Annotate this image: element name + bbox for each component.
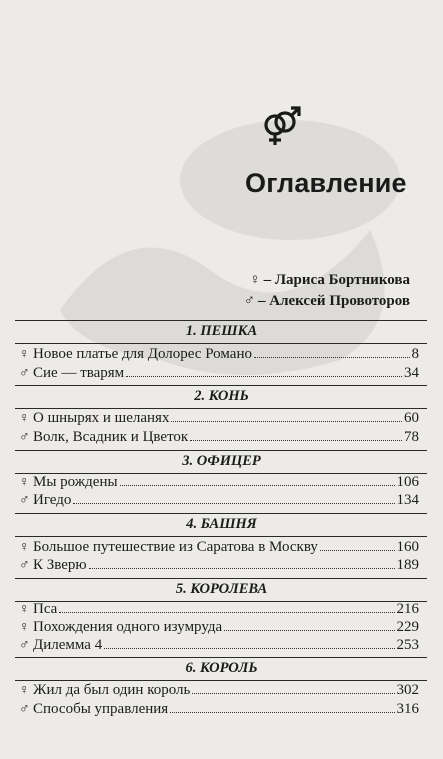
page-title: Оглавление <box>245 168 407 198</box>
dot-leader <box>104 648 394 649</box>
section-divider <box>15 320 427 321</box>
entry-title: К Зверю <box>33 557 87 573</box>
toc-entry[interactable] <box>19 410 419 427</box>
entry-title: Пса <box>33 601 58 617</box>
male-symbol-icon: ♂ <box>19 558 30 573</box>
page-number: 189 <box>396 557 419 573</box>
page-number: 316 <box>396 701 419 717</box>
toc-entry[interactable] <box>19 601 419 618</box>
toc-entry[interactable] <box>19 429 419 446</box>
male-symbol-icon: ♂ <box>19 493 30 508</box>
section-divider <box>15 680 427 681</box>
toc-entry[interactable] <box>19 619 419 636</box>
toc-entry[interactable] <box>19 637 419 654</box>
section-heading: 2. КОНЬ <box>194 388 249 404</box>
female-symbol-icon: ♀ <box>19 620 30 635</box>
section-heading: 3. ОФИЦЕР <box>182 453 261 469</box>
female-symbol-icon: ♀ <box>19 475 30 490</box>
entry-title: Жил да был один король <box>33 682 191 698</box>
author-row <box>244 291 410 312</box>
section-divider <box>15 578 427 579</box>
entry-title: Игедо <box>33 492 72 508</box>
toc-entry[interactable] <box>19 539 419 556</box>
female-symbol-icon: ♀ <box>19 540 30 555</box>
toc-entry[interactable] <box>19 701 419 718</box>
section-divider <box>15 385 427 386</box>
dot-leader <box>126 376 402 377</box>
male-symbol-icon: ♂ <box>19 366 30 381</box>
page-number: 253 <box>396 637 419 653</box>
entry-title: Сие — тварям <box>33 365 125 381</box>
male-symbol-icon: ♂ <box>19 430 30 445</box>
page-number: 106 <box>396 474 419 490</box>
section-divider <box>15 450 427 451</box>
dot-leader <box>120 485 395 486</box>
female-symbol-icon: ♀ <box>249 272 261 288</box>
entry-title: О шнырях и шеланях <box>33 410 170 426</box>
page-number: 78 <box>404 429 419 445</box>
male-symbol-icon: ♂ <box>243 293 255 309</box>
dot-leader <box>73 503 394 504</box>
dot-leader <box>192 693 394 694</box>
page-number: 160 <box>396 539 419 555</box>
page-number: 34 <box>404 365 419 381</box>
female-symbol-icon: ♀ <box>19 683 30 698</box>
page-number: 60 <box>404 410 419 426</box>
dot-leader <box>170 712 394 713</box>
entry-title: Мы рождены <box>33 474 118 490</box>
page-number: 302 <box>396 682 419 698</box>
entry-title: Большое путешествие из Саратова в Москву <box>33 539 318 555</box>
section-divider <box>15 657 427 658</box>
male-symbol-icon: ♂ <box>19 638 30 653</box>
female-symbol-icon: ♀ <box>19 602 30 617</box>
page-number: 216 <box>396 601 419 617</box>
male-symbol-icon: ♂ <box>19 702 30 717</box>
toc-entry[interactable] <box>19 346 419 363</box>
toc-entry[interactable] <box>19 682 419 699</box>
toc-entry[interactable] <box>19 474 419 491</box>
section-heading: 4. БАШНЯ <box>186 516 257 532</box>
section-divider <box>15 343 427 344</box>
authors-legend <box>244 270 410 312</box>
toc-entry[interactable] <box>19 492 419 509</box>
gender-symbols-icon <box>258 105 304 147</box>
section-divider <box>15 408 427 409</box>
dot-leader <box>224 630 394 631</box>
page-number: 8 <box>411 346 419 362</box>
dot-leader <box>254 357 410 358</box>
section-heading: 1. ПЕШКА <box>185 323 258 339</box>
dot-leader <box>89 568 395 569</box>
toc-entry[interactable] <box>19 365 419 382</box>
section-heading: 5. КОРОЛЕВА <box>175 581 268 597</box>
entry-title: Способы управления <box>33 701 169 717</box>
entry-title: Новое платье для Долорес Романо <box>33 346 252 362</box>
toc-entry[interactable] <box>19 557 419 574</box>
section-divider <box>15 536 427 537</box>
dot-leader <box>171 421 402 422</box>
author-name: – Лариса Бортникова <box>263 272 410 288</box>
page-number: 229 <box>396 619 419 635</box>
female-symbol-icon: ♀ <box>19 411 30 426</box>
page-number: 134 <box>396 492 419 508</box>
entry-title: Дилемма 4 <box>33 637 103 653</box>
section-heading: 6. КОРОЛЬ <box>185 660 258 676</box>
dot-leader <box>190 440 402 441</box>
author-row <box>244 270 410 291</box>
entry-title: Похождения одного изумруда <box>33 619 223 635</box>
dot-leader <box>59 612 394 613</box>
female-symbol-icon: ♀ <box>19 347 30 362</box>
entry-title: Волк, Всадник и Цветок <box>33 429 189 445</box>
section-divider <box>15 513 427 514</box>
dot-leader <box>320 550 395 551</box>
author-name: – Алексей Провоторов <box>258 293 410 309</box>
